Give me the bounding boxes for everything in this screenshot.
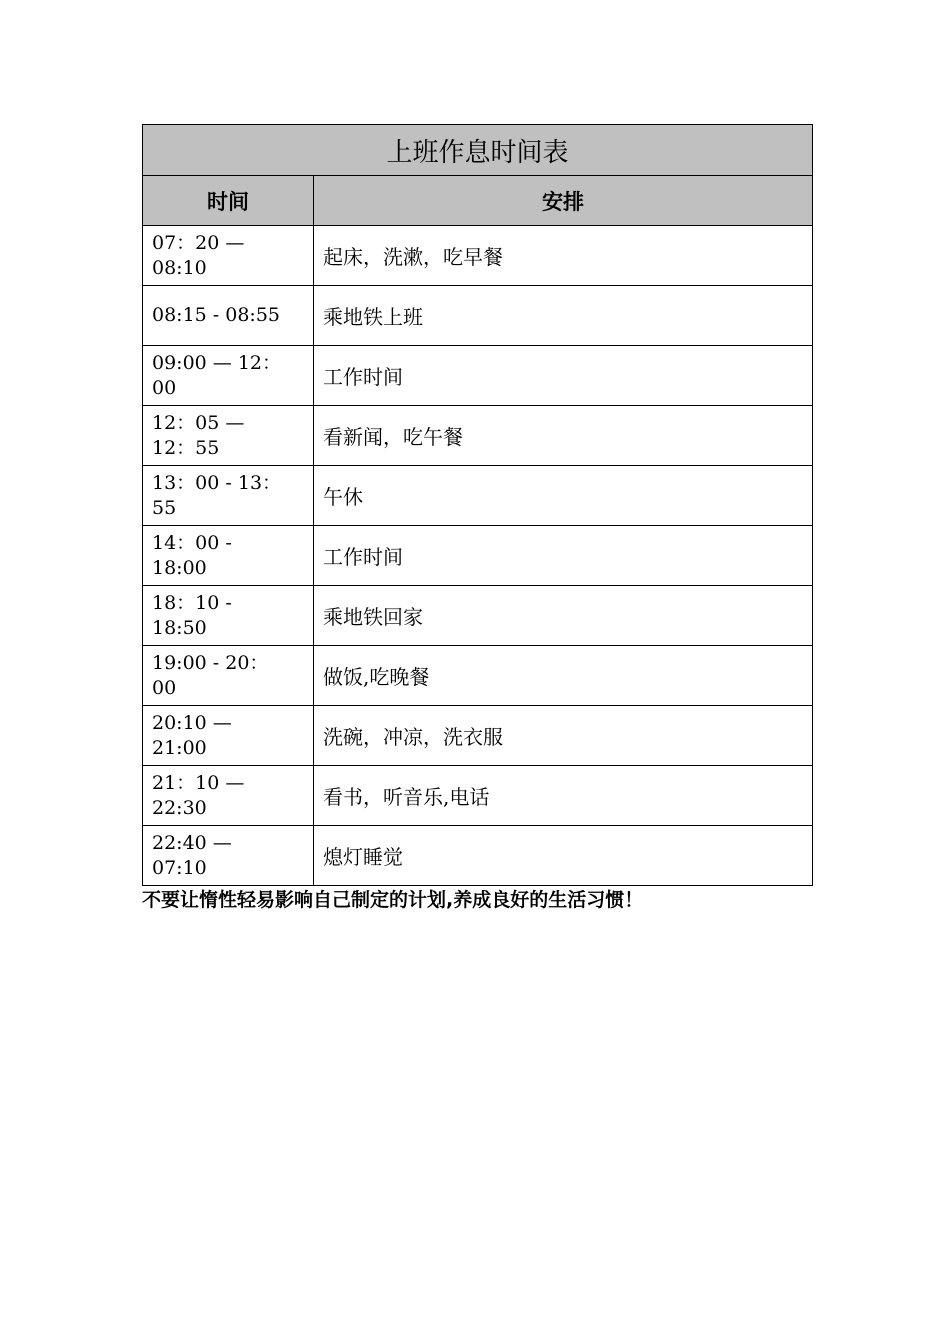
activity-cell: 洗碗，冲凉，洗衣服 xyxy=(314,706,813,766)
activity-cell: 看新闻，吃午餐 xyxy=(314,406,813,466)
activity-cell: 工作时间 xyxy=(314,526,813,586)
time-cell: 19:00 - 20： 00 xyxy=(143,646,314,706)
activity-cell: 熄灯睡觉 xyxy=(314,826,813,886)
table-row xyxy=(143,346,813,406)
activity-cell: 看书，听音乐,电话 xyxy=(314,766,813,826)
activity-cell: 做饭,吃晚餐 xyxy=(314,646,813,706)
table-row xyxy=(143,826,813,886)
table-title: 上班作息时间表 xyxy=(143,125,813,176)
table-row xyxy=(143,226,813,286)
title-row xyxy=(143,125,813,176)
table-row xyxy=(143,586,813,646)
schedule-table xyxy=(142,124,813,886)
activity-cell: 工作时间 xyxy=(314,346,813,406)
time-cell: 22:40 — 07:10 xyxy=(143,826,314,886)
activity-cell: 乘地铁上班 xyxy=(314,286,813,346)
time-cell: 20:10 — 21:00 xyxy=(143,706,314,766)
time-cell: 09:00 — 12： 00 xyxy=(143,346,314,406)
time-cell: 18：10 - 18:50 xyxy=(143,586,314,646)
time-cell: 08:15 - 08:55 xyxy=(143,286,314,346)
time-cell: 21：10 — 22:30 xyxy=(143,766,314,826)
table-row xyxy=(143,526,813,586)
footer-note: 不要让惰性轻易影响自己制定的计划,养成良好的生活习惯！ xyxy=(142,889,644,911)
time-cell: 07：20 — 08:10 xyxy=(143,226,314,286)
table-row xyxy=(143,286,813,346)
table-row xyxy=(143,466,813,526)
activity-cell: 起床，洗漱，吃早餐 xyxy=(314,226,813,286)
column-header-activity: 安排 xyxy=(314,176,813,226)
table-row xyxy=(143,706,813,766)
time-cell: 14：00 - 18:00 xyxy=(143,526,314,586)
schedule-document xyxy=(142,124,812,912)
activity-cell: 乘地铁回家 xyxy=(314,586,813,646)
schedule-rows xyxy=(143,226,813,886)
header-row xyxy=(143,176,813,226)
time-cell: 13：00 - 13： 55 xyxy=(143,466,314,526)
time-cell: 12：05 — 12：55 xyxy=(143,406,314,466)
column-header-time: 时间 xyxy=(143,176,314,226)
table-row xyxy=(143,766,813,826)
activity-cell: 午休 xyxy=(314,466,813,526)
table-row xyxy=(143,646,813,706)
table-row xyxy=(143,406,813,466)
